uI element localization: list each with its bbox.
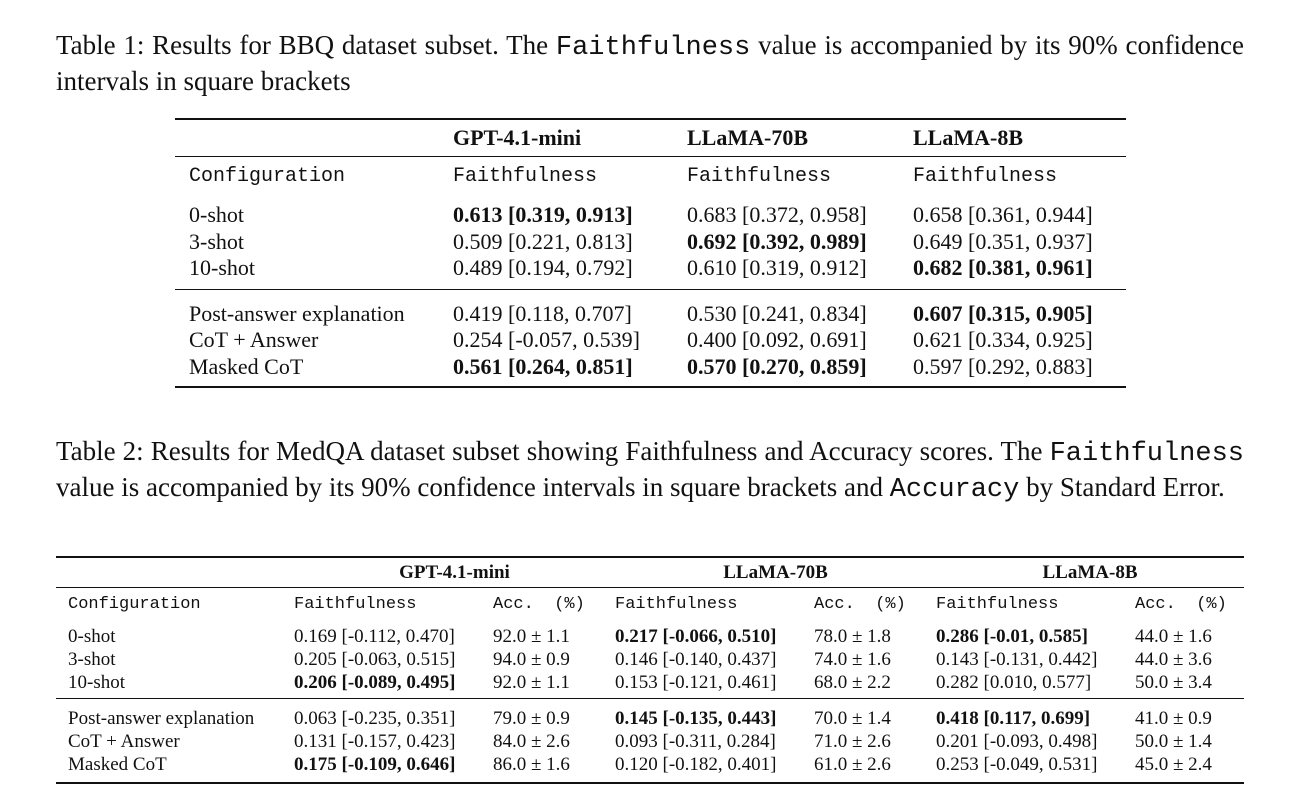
table-row: [56, 731, 1244, 754]
table2-model-header: GPT-4.1-mini: [399, 561, 510, 583]
value-cell: 0.093 [-0.311, 0.284]: [615, 731, 776, 753]
value-cell: 71.0 ± 2.6: [814, 731, 891, 753]
table-row: [175, 195, 1126, 229]
table2-acc-header: Acc. (%): [493, 594, 585, 614]
value-cell: 0.217 [-0.066, 0.510]: [615, 626, 777, 648]
table-row: [175, 289, 1126, 327]
value-cell: 0.254 [-0.057, 0.539]: [453, 327, 640, 353]
table2-metric-header: Faithfulness: [936, 594, 1059, 614]
table-row: [56, 649, 1244, 672]
value-cell: 0.282 [0.010, 0.577]: [936, 671, 1092, 693]
value-cell: 78.0 ± 1.8: [814, 626, 891, 648]
value-cell: 0.175 [-0.109, 0.646]: [294, 753, 456, 775]
table2-caption-mono2: Accuracy: [889, 474, 1020, 505]
table2-metric-header: Faithfulness: [615, 594, 738, 614]
value-cell: 0.205 [-0.063, 0.515]: [294, 649, 456, 671]
value-cell: 0.692 [0.392, 0.989]: [687, 228, 867, 254]
value-cell: 0.610 [0.319, 0.912]: [687, 255, 867, 281]
value-cell: 0.418 [0.117, 0.699]: [936, 708, 1091, 730]
table-row: [175, 255, 1126, 289]
table1-caption: [56, 29, 1244, 97]
value-cell: 74.0 ± 1.6: [814, 649, 891, 671]
table2-caption-part1: Table 2: Results for MedQA dataset subset showing Faithfulness and Accuracy scores. The: [56, 436, 1050, 466]
value-cell: 0.658 [0.361, 0.944]: [913, 202, 1093, 228]
table2-caption: [56, 435, 1244, 506]
table2-body: [56, 620, 1244, 783]
config-cell: Masked CoT: [68, 753, 167, 775]
table-row: [56, 671, 1244, 698]
table1-model-header: LLaMA-8B: [913, 125, 1023, 150]
table1-metric-header: Faithfulness: [687, 164, 832, 188]
value-cell: 92.0 ± 1.1: [493, 626, 570, 648]
value-cell: 86.0 ± 1.6: [493, 753, 570, 775]
table1-model-row: [175, 119, 1126, 157]
table2-acc-header: Acc. (%): [814, 594, 906, 614]
config-cell: Post-answer explanation: [189, 300, 405, 326]
value-cell: 0.489 [0.194, 0.792]: [453, 255, 633, 281]
table-row: [175, 354, 1126, 388]
table1-header-row: [175, 157, 1126, 196]
config-cell: Masked CoT: [189, 353, 304, 379]
table1: [175, 118, 1126, 388]
value-cell: 0.621 [0.334, 0.925]: [913, 327, 1093, 353]
value-cell: 92.0 ± 1.1: [493, 671, 570, 693]
value-cell: 0.253 [-0.049, 0.531]: [936, 753, 1098, 775]
table-row: [56, 620, 1244, 649]
table1-metric-header: Faithfulness: [913, 164, 1058, 188]
value-cell: 0.570 [0.270, 0.859]: [687, 353, 867, 379]
value-cell: 0.400 [0.092, 0.691]: [687, 327, 867, 353]
table2-metric-header: Faithfulness: [294, 594, 417, 614]
value-cell: 94.0 ± 0.9: [493, 649, 570, 671]
value-cell: 84.0 ± 2.6: [493, 731, 570, 753]
value-cell: 61.0 ± 2.6: [814, 753, 891, 775]
value-cell: 0.607 [0.315, 0.905]: [913, 300, 1093, 326]
value-cell: 70.0 ± 1.4: [814, 708, 891, 730]
value-cell: 0.649 [0.351, 0.937]: [913, 228, 1093, 254]
table1-caption-suffix: value is accompanied by its 90% confidence intervals in square brackets: [56, 30, 1244, 96]
config-cell: 0-shot: [189, 202, 244, 228]
table-row: [56, 699, 1244, 731]
value-cell: 0.597 [0.292, 0.883]: [913, 353, 1093, 379]
value-cell: 79.0 ± 0.9: [493, 708, 570, 730]
value-cell: 0.683 [0.372, 0.958]: [687, 202, 867, 228]
table2-model-header: LLaMA-70B: [723, 561, 828, 583]
value-cell: 0.419 [0.118, 0.707]: [453, 300, 632, 326]
table-row: [175, 229, 1126, 256]
value-cell: 0.146 [-0.140, 0.437]: [615, 649, 777, 671]
table1-caption-prefix: Table 1: Results for BBQ dataset subset. The: [56, 30, 556, 60]
value-cell: 0.145 [-0.135, 0.443]: [615, 708, 777, 730]
table2-config-header: Configuration: [68, 594, 201, 614]
table2-acc-header: Acc. (%): [1135, 594, 1227, 614]
value-cell: 68.0 ± 2.2: [814, 671, 891, 693]
table1-model-header: LLaMA-70B: [687, 125, 808, 150]
config-cell: Post-answer explanation: [68, 708, 255, 730]
table2-caption-mono1: Faithfulness: [1049, 439, 1244, 469]
table1-config-header: Configuration: [189, 164, 346, 188]
config-cell: CoT + Answer: [68, 731, 180, 753]
table1-body: [175, 195, 1126, 387]
table2-model-header: LLaMA-8B: [1042, 561, 1138, 583]
value-cell: 0.153 [-0.121, 0.461]: [615, 671, 777, 693]
table2-caption-part3: by Standard Error.: [1019, 471, 1225, 502]
table2-caption-part2: value is accompanied by its 90% confidence intervals in square brackets and: [56, 471, 890, 502]
config-cell: 0-shot: [68, 626, 116, 648]
value-cell: 44.0 ± 1.6: [1135, 626, 1212, 648]
table1-caption-mono: Faithfulness: [555, 33, 751, 63]
table2: [56, 556, 1244, 784]
table-row: [175, 327, 1126, 354]
value-cell: 50.0 ± 3.4: [1135, 671, 1212, 693]
config-cell: 3-shot: [68, 649, 116, 671]
table2-header-row: [56, 588, 1244, 621]
value-cell: 0.169 [-0.112, 0.470]: [294, 626, 455, 648]
table-row: [56, 753, 1244, 783]
value-cell: 44.0 ± 3.6: [1135, 649, 1212, 671]
value-cell: 45.0 ± 2.4: [1135, 753, 1212, 775]
value-cell: 0.143 [-0.131, 0.442]: [936, 649, 1098, 671]
value-cell: 0.613 [0.319, 0.913]: [453, 202, 633, 228]
value-cell: 0.509 [0.221, 0.813]: [453, 228, 633, 254]
config-cell: 10-shot: [68, 671, 125, 693]
config-cell: 3-shot: [189, 228, 244, 254]
value-cell: 0.206 [-0.089, 0.495]: [294, 671, 456, 693]
config-cell: 10-shot: [189, 255, 255, 281]
table1-model-header: GPT-4.1-mini: [453, 125, 582, 150]
value-cell: 41.0 ± 0.9: [1135, 708, 1212, 730]
table1-metric-header: Faithfulness: [453, 164, 598, 188]
value-cell: 0.120 [-0.182, 0.401]: [615, 753, 777, 775]
table2-model-row: [56, 557, 1244, 588]
value-cell: 0.063 [-0.235, 0.351]: [294, 708, 456, 730]
value-cell: 0.286 [-0.01, 0.585]: [936, 626, 1088, 648]
value-cell: 0.201 [-0.093, 0.498]: [936, 731, 1098, 753]
value-cell: 0.530 [0.241, 0.834]: [687, 300, 867, 326]
config-cell: CoT + Answer: [189, 327, 319, 353]
value-cell: 0.682 [0.381, 0.961]: [913, 255, 1093, 281]
value-cell: 50.0 ± 1.4: [1135, 731, 1212, 753]
value-cell: 0.561 [0.264, 0.851]: [453, 353, 633, 379]
value-cell: 0.131 [-0.157, 0.423]: [294, 731, 456, 753]
